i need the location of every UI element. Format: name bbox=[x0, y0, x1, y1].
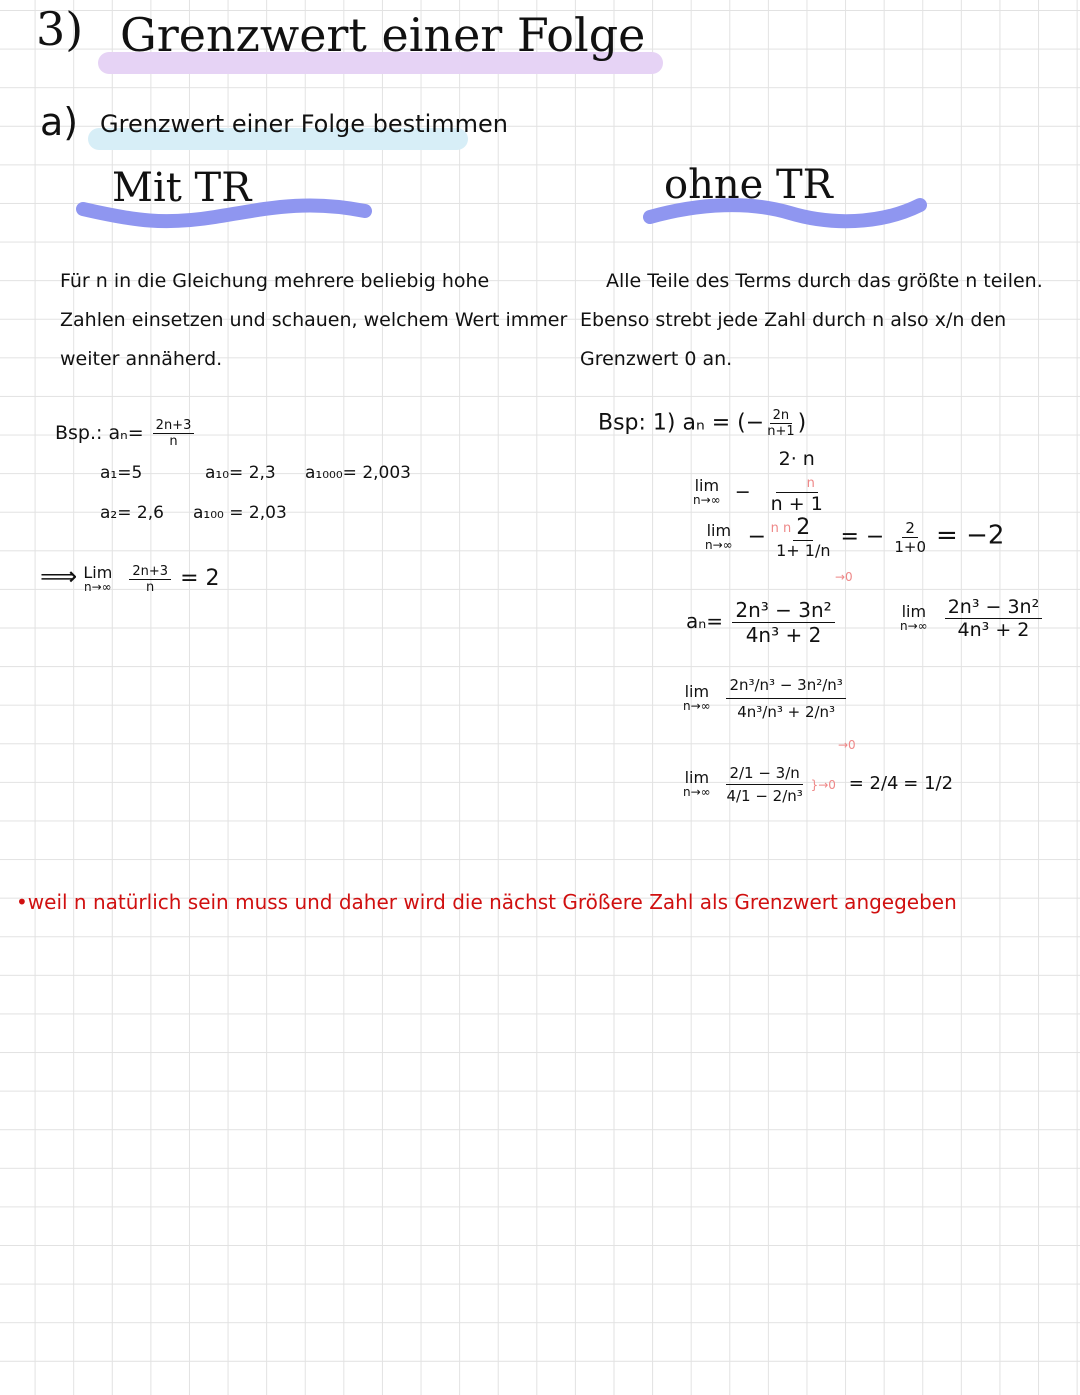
fraction bbox=[732, 598, 834, 647]
numerator: 2/1 − 3/n bbox=[726, 762, 802, 785]
left-header: Mit TR bbox=[112, 165, 252, 211]
ex1-step2 bbox=[705, 515, 1004, 560]
divisor: n bbox=[806, 476, 815, 491]
limit bbox=[683, 767, 711, 799]
lim-label: lim bbox=[684, 767, 710, 787]
denominator: 4n³/n³ + 2/n³ bbox=[737, 703, 836, 721]
limit bbox=[683, 681, 711, 713]
left-conclusion bbox=[40, 562, 220, 595]
text-line: Zahlen einsetzen und schauen, welchem Wert immer bbox=[60, 309, 568, 331]
equals: = − bbox=[840, 524, 885, 550]
example-label: Bsp.: bbox=[55, 422, 103, 444]
subsection-title: Grenzwert einer Folge bestimmen bbox=[100, 110, 508, 138]
text-line: Alle Teile des Terms durch das größte n teilen. bbox=[606, 270, 1043, 292]
ex2-limit bbox=[900, 596, 1045, 641]
subsection-letter: a) bbox=[40, 100, 79, 144]
value-a10: a₁₀= 2,3 bbox=[205, 463, 276, 483]
numerator: 2n+3 bbox=[129, 564, 171, 580]
result: = 2/4 bbox=[848, 773, 899, 794]
fraction bbox=[129, 564, 171, 595]
left-paragraph bbox=[60, 262, 567, 379]
result: = 1/2 bbox=[903, 773, 954, 794]
value-a1: a₁=5 bbox=[100, 463, 143, 483]
lim-sub: n→∞ bbox=[683, 784, 711, 799]
text-line: weiter annäherd. bbox=[60, 348, 223, 370]
lim-sub: n→∞ bbox=[683, 698, 711, 713]
text-line: Ebenso strebt jede Zahl durch n also x/n den bbox=[580, 309, 1007, 331]
text-line: Grenzwert 0 an. bbox=[580, 348, 733, 370]
lim-label: lim bbox=[684, 681, 710, 701]
denominator: 1+0 bbox=[894, 538, 927, 556]
implies-arrow: ⟹ bbox=[40, 562, 78, 592]
divisor: n n bbox=[770, 521, 792, 536]
limit bbox=[705, 520, 733, 552]
numerator: 2n bbox=[770, 408, 793, 424]
fraction bbox=[776, 515, 830, 560]
lim-sub: n→∞ bbox=[83, 579, 112, 594]
right-paragraph bbox=[580, 262, 1043, 379]
lim-label: lim bbox=[694, 475, 720, 495]
sequence-label: aₙ= bbox=[108, 422, 144, 444]
section-number: 3) bbox=[36, 2, 84, 56]
fraction bbox=[726, 672, 845, 725]
limit bbox=[900, 601, 928, 633]
value-a1000: a₁₀₀₀= 2,003 bbox=[305, 463, 411, 483]
denominator: n bbox=[146, 580, 155, 595]
denominator: n bbox=[169, 434, 178, 449]
limit bbox=[693, 475, 721, 507]
minus: − bbox=[747, 524, 767, 550]
denominator: 4/1 − 2/n³ bbox=[726, 787, 803, 805]
ex2-step1 bbox=[683, 672, 849, 725]
lim-sub: n→∞ bbox=[705, 537, 733, 552]
tends-to-zero-note: →0 bbox=[838, 738, 856, 752]
numerator: 2 bbox=[902, 519, 918, 538]
denominator: 4n³ + 2 bbox=[957, 619, 1030, 641]
lim-sub: n→∞ bbox=[693, 492, 721, 507]
page-title: Grenzwert einer Folge bbox=[120, 8, 646, 62]
paren: ) bbox=[797, 410, 807, 436]
numerator: 2n+3 bbox=[153, 418, 195, 434]
value-a100: a₁₀₀ = 2,03 bbox=[193, 503, 287, 523]
right-example-1 bbox=[598, 408, 806, 439]
right-header: ohne TR bbox=[664, 162, 833, 208]
fraction bbox=[767, 408, 794, 439]
limit bbox=[83, 562, 113, 594]
text-line: Für n in die Gleichung mehrere beliebig hohe bbox=[60, 270, 490, 292]
numerator: 2n³ − 3n² bbox=[732, 598, 834, 623]
example-label: Bsp: 1) bbox=[598, 410, 676, 436]
fraction bbox=[945, 596, 1043, 641]
den-text: n + 1 bbox=[770, 493, 823, 515]
minus: − bbox=[734, 481, 751, 503]
fraction bbox=[153, 418, 195, 449]
denominator: 4n³ + 2 bbox=[745, 623, 822, 647]
numerator bbox=[776, 448, 818, 493]
footnote: •weil n natürlich sein muss und daher wird die nächst Größere Zahl als Grenzwert angegeben bbox=[16, 890, 957, 914]
lim-label: lim bbox=[901, 601, 927, 621]
numerator: 2 bbox=[793, 515, 813, 541]
fraction bbox=[726, 762, 802, 807]
result: = −2 bbox=[936, 520, 1005, 551]
num-text: 2· n bbox=[778, 448, 815, 470]
sequence-label: aₙ= bbox=[686, 609, 723, 633]
numerator: 2n³ − 3n² bbox=[945, 596, 1043, 619]
tends-to-zero-note: }→0 bbox=[810, 777, 836, 792]
left-example bbox=[55, 418, 197, 449]
sequence-label: aₙ = (− bbox=[682, 410, 765, 436]
value-a2: a₂= 2,6 bbox=[100, 503, 164, 523]
denominator: 1+ 1/n bbox=[776, 541, 831, 560]
ex2-step2 bbox=[683, 762, 953, 807]
lim-sub: n→∞ bbox=[900, 618, 928, 633]
limit-result: = 2 bbox=[180, 566, 220, 591]
lim-label: Lim bbox=[83, 562, 113, 582]
lim-label: lim bbox=[706, 520, 732, 540]
denominator: n+1 bbox=[767, 424, 795, 439]
ex2-definition bbox=[686, 598, 838, 647]
numerator: 2n³/n³ − 3n²/n³ bbox=[726, 672, 845, 699]
tends-to-zero-note: →0 bbox=[835, 570, 853, 584]
fraction bbox=[894, 519, 926, 556]
